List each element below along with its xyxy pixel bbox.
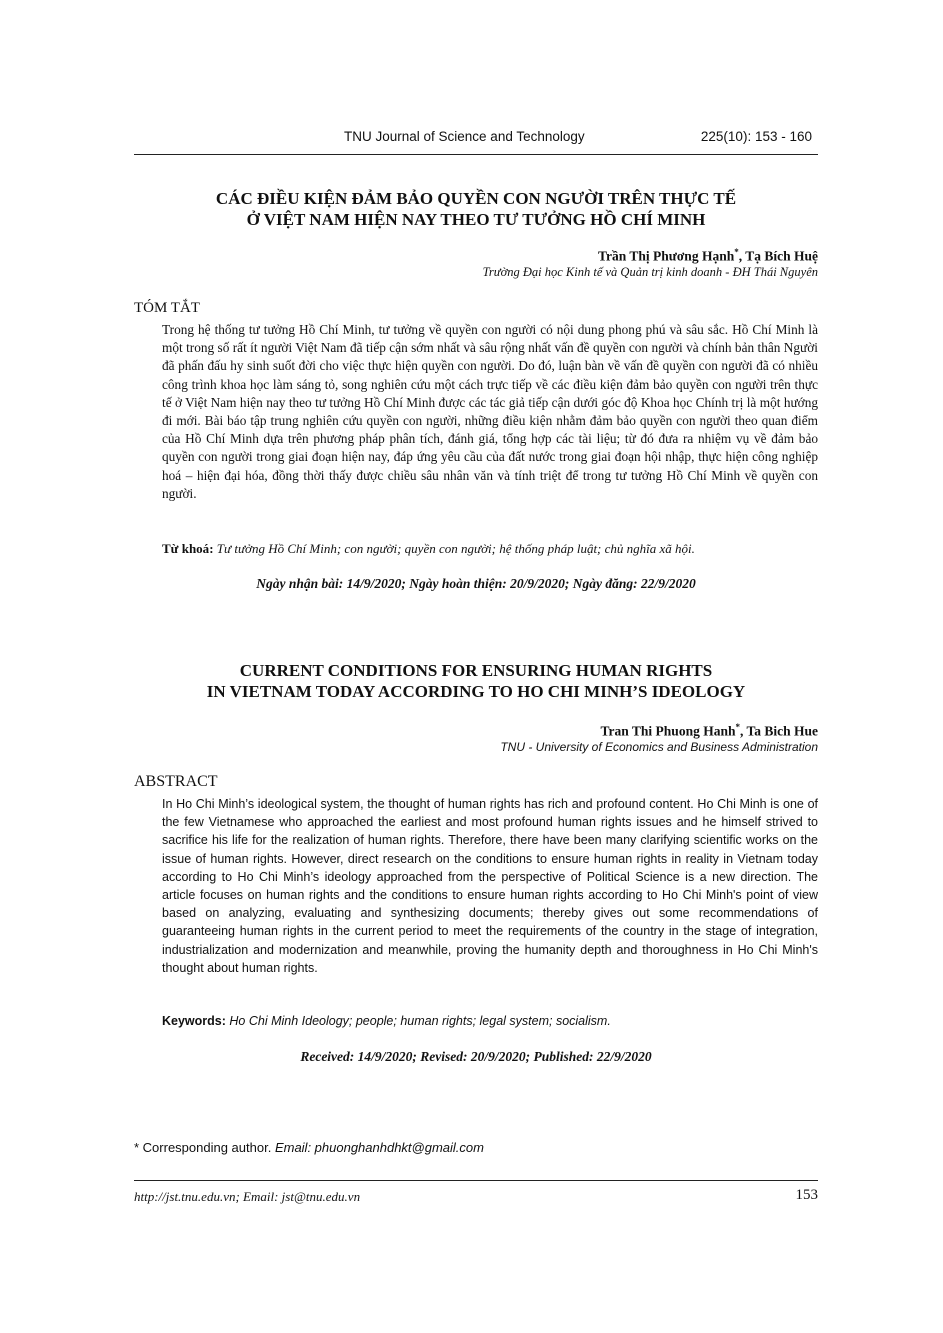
journal-name: TNU Journal of Science and Technology [344,129,585,144]
corresponding-mark: * [734,247,739,257]
page-footer [134,1187,818,1207]
author-2: , Ta Bich Hue [739,723,818,739]
keywords-label: Từ khoá [162,541,210,556]
english-dates: Received: 14/9/2020; Revised: 20/9/2020; Published: 22/9/2020 [300,1049,652,1064]
running-header [134,127,818,147]
corresponding-author-note [134,1140,484,1155]
english-title-line-1: CURRENT CONDITIONS FOR ENSURING HUMAN RIGHTS [239,661,713,680]
vietnamese-title-line-2: Ở VIỆT NAM HIỆN NAY THEO TƯ TƯỞNG HỒ CHÍ MINH [246,210,706,229]
page-number: 153 [795,1187,818,1203]
vietnamese-authors [598,247,818,265]
vietnamese-title-line-1: CÁC ĐIỀU KIỆN ĐẢM BẢO QUYỀN CON NGƯỜI TRÊN THỰC TẾ [215,189,737,208]
corresponding-label: * Corresponding author. [134,1140,275,1155]
english-abstract: In Ho Chi Minh’s ideological system, the thought of human rights has rich and profound content. Ho Chi Minh is one of the few Vietnamese who approached the earliest and most profound human rights issues and he himself strived to sacrifice his life for the realization of human rights. Therefore, there have been many clarifying scientific works on the issue of human rights. However, direct research on the conditions to ensure human rights in reality in Vietnam today according to Ho Chi Minh’s ideology approached from the perspective of Political Science is a new direction. The article focuses on human rights and the conditions to ensure human rights according to Ho Chi Minh's point of view based on analyzing, evaluating and synthesizing documents; thereby gives out some recommendations of guaranteeing human rights in the current period to meet the requirements of the country in the stage of integration, industrialization and modernization and meanwhile, proving the humanity depth and thoroughness in Ho Chi Minh's thought about human rights. [162,797,818,975]
english-title [134,660,818,702]
author-2: , Tạ Bích Huệ [738,248,818,264]
vietnamese-abstract: Trong hệ thống tư tưởng Hồ Chí Minh, tư tưởng về quyền con người có nội dung phong phú và sâu sắc. Hồ Chí Minh là một trong số rất ít người Việt Nam đã tiếp cận sớm nhất và sâu rộng nhất vấn đề quyền con người và chính bản thân Người đã phấn đấu hy sinh suốt đời cho việc thực hiện quyền con người. Do đó, luận bàn về vấn đề quyền con người đã có nhiều công trình khoa học làm sáng tỏ, song nghiên cứu một cách trực tiếp về các điều kiện đảm bảo quyền con người trên thực tế ở Việt Nam hiện nay theo tư tưởng Hồ Chí Minh được các tác giả tiếp cận dưới góc độ Khoa học Chính trị là một hướng đi mới. Bài báo tập trung nghiên cứu quyền con người, những điều kiện nhằm đảm bảo quyền con người theo quan điểm của Hồ Chí Minh dựa trên phương pháp phân tích, đánh giá, tổng hợp các tài liệu; từ đó đưa ra nhiệm vụ về đảm bảo quyền con người trong giai đoạn hiện nay, đáp ứng yêu cầu của đất nước trong giai đoạn hội nhập, thực hiện công nghiệp hoá – hiện đại hóa, đồng thời thấy được chiều sâu nhân văn và tính triệt để trong tư tưởng Hồ Chí Minh về quyền con người. [162,322,818,501]
english-keywords [162,1014,818,1028]
vietnamese-dates: Ngày nhận bài: 14/9/2020; Ngày hoàn thiện: 20/9/2020; Ngày đăng: 22/9/2020 [256,576,696,591]
author-1: Tran Thi Phuong Hanh [600,723,736,739]
vietnamese-affiliation: Trường Đại học Kinh tế và Quản trị kinh doanh - ĐH Thái Nguyên [482,265,818,279]
english-title-line-2: IN VIETNAM TODAY ACCORDING TO HO CHI MINH’S IDEOLOGY [206,682,746,701]
volume-pages: 225(10): 153 - 160 [700,129,812,144]
english-authors [601,722,818,740]
footer-links[interactable]: http://jst.tnu.edu.vn; Email: jst@tnu.edu.vn [134,1189,361,1204]
keywords-list: Ho Chi Minh Ideology; people; human rights; legal system; socialism. [229,1014,611,1028]
corresponding-mark: * [735,722,740,732]
footer-rule [134,1180,818,1181]
english-abstract-heading: ABSTRACT [134,773,218,790]
corresponding-email[interactable]: Email: phuonghanhdhkt@gmail.com [274,1140,484,1155]
vietnamese-keywords: Từ khoá: Tư tưởng Hồ Chí Minh; con người; quyền con người; hệ thống pháp luật; chủ nghĩa xã hội. [162,541,695,556]
vietnamese-title [134,188,818,230]
vietnamese-abstract-heading: TÓM TẮT [134,300,200,316]
keywords-list: Tư tưởng Hồ Chí Minh; con người; quyền con người; hệ thống pháp luật; chủ nghĩa xã hội. [216,541,695,556]
english-affiliation: TNU - University of Economics and Business Administration [500,740,818,754]
author-1: Trần Thị Phương Hạnh [597,248,735,264]
header-rule [134,154,818,155]
keywords-label: Keywords: [162,1014,226,1028]
